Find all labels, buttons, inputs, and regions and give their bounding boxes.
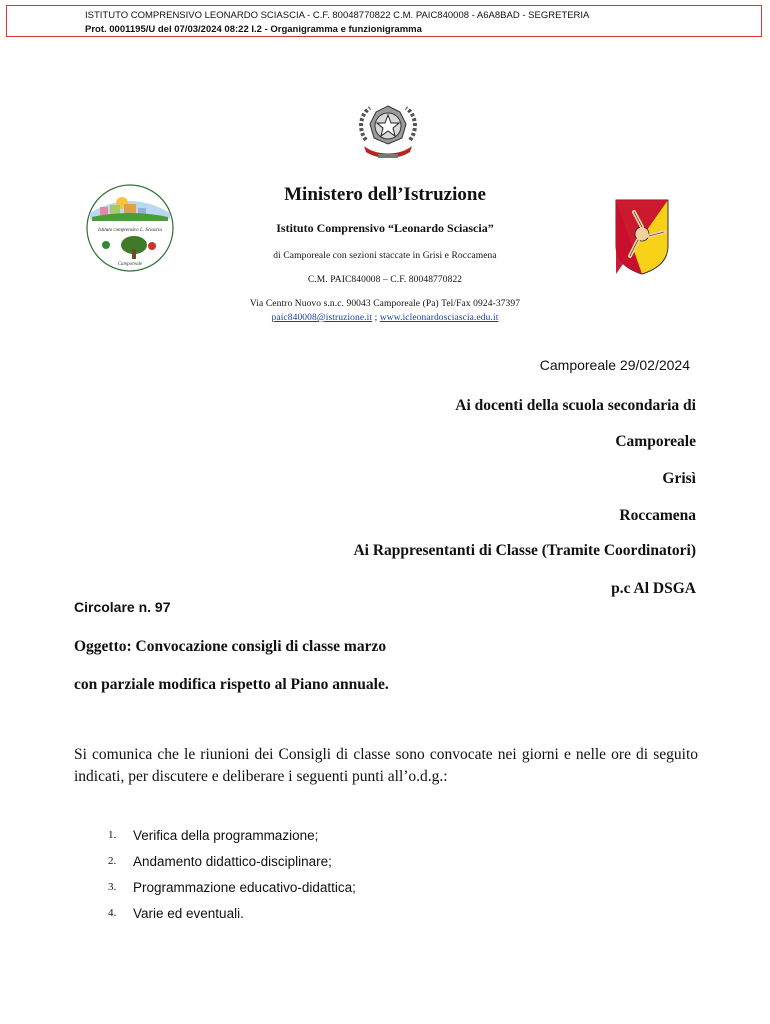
subject-line-2: con parziale modifica rispetto al Piano annuale. xyxy=(74,676,389,693)
list-item-text: Programmazione educativo-didattica; xyxy=(133,879,356,895)
recipient-line: p.c Al DSGA xyxy=(611,580,696,597)
body-paragraph: Si comunica che le riunioni dei Consigli di classe sono convocate nei giorni e nelle ore di seguito indicati, per discutere e deliberare i seguenti punti all’o.d.g.: xyxy=(74,746,698,785)
letter-date: Camporeale 29/02/2024 xyxy=(539,357,690,373)
list-item xyxy=(108,874,356,900)
recipient-line: Ai Rappresentanti di Classe (Tramite Coordinatori) xyxy=(353,542,696,559)
recipient-line: Ai docenti della scuola secondaria di xyxy=(455,397,696,414)
website-link[interactable]: www.icleonardosciascia.edu.it xyxy=(379,313,499,323)
stamp-line-1: ISTITUTO COMPRENSIVO LEONARDO SCIASCIA - C.F. 80048770822 C.M. PAIC840008 - A6A8BAD - SEGRETERIA xyxy=(85,10,590,21)
list-item-number: 3. xyxy=(108,881,117,893)
contact-links xyxy=(0,313,770,323)
italian-republic-emblem-icon xyxy=(356,100,420,166)
list-item-number: 2. xyxy=(108,855,117,867)
list-item xyxy=(108,822,356,848)
logo-text: Istituto comprensivo L. Sciascia xyxy=(98,228,162,233)
institute-codes: C.M. PAIC840008 – C.F. 80048770822 xyxy=(307,275,463,285)
recipient-line: Camporeale xyxy=(615,433,696,450)
subject-line-1: Oggetto: Convocazione consigli di classe marzo xyxy=(74,638,387,655)
list-item-text: Verifica della programmazione; xyxy=(133,827,319,843)
institute-subtitle: di Camporeale con sezioni staccate in Grisi e Roccamena xyxy=(273,251,497,261)
institute-name: Istituto Comprensivo “Leonardo Sciascia” xyxy=(276,221,494,235)
list-item-text: Varie ed eventuali. xyxy=(133,905,244,921)
list-item xyxy=(108,900,356,926)
email-link[interactable]: paic840008@istruzione.it xyxy=(271,313,373,323)
list-item-text: Andamento didattico-disciplinare; xyxy=(133,853,332,869)
circular-number: Circolare n. 97 xyxy=(74,599,171,615)
sicily-trinacria-flag-icon xyxy=(612,196,672,276)
list-item xyxy=(108,848,356,874)
list-item-number: 4. xyxy=(108,907,117,919)
list-item-number: 1. xyxy=(108,829,117,841)
stamp-line-2: Prot. 0001195/U del 07/03/2024 08:22 I.2 - Organigramma e funzionigramma xyxy=(85,24,422,35)
logo-place: Camporeale xyxy=(117,262,143,267)
protocol-stamp xyxy=(6,5,762,37)
ministry-title: Ministero dell’Istruzione xyxy=(284,184,486,205)
link-separator: ; xyxy=(372,313,380,323)
agenda-list xyxy=(108,822,356,926)
institute-address: Via Centro Nuovo s.n.c. 90043 Camporeale (Pa) Tel/Fax 0924-37397 xyxy=(249,299,521,309)
recipient-line: Grisì xyxy=(662,470,696,487)
recipient-line: Roccamena xyxy=(619,507,696,524)
